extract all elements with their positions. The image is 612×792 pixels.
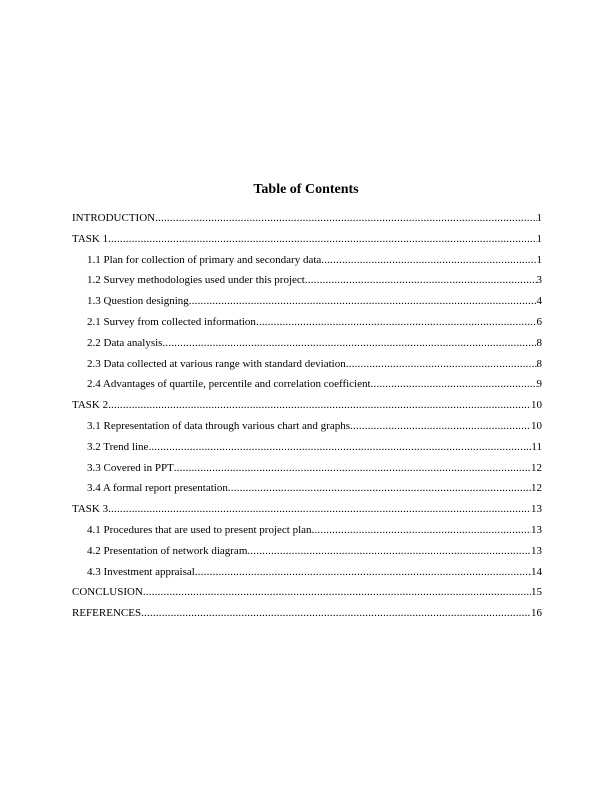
- toc-entry[interactable]: [72, 418, 542, 439]
- toc-page-number: 9: [536, 378, 542, 391]
- toc-entry[interactable]: [72, 335, 542, 356]
- toc-entry[interactable]: [72, 231, 542, 252]
- toc-entry-label: 3.4 A formal report presentation: [87, 482, 228, 495]
- toc-entry[interactable]: [72, 460, 542, 481]
- toc-page-number: 6: [536, 315, 542, 328]
- toc-page-number: 4: [536, 295, 542, 308]
- toc-page-number: 13: [531, 544, 542, 557]
- toc-page-number: 16: [531, 607, 542, 620]
- toc-page-number: 1: [536, 232, 542, 245]
- toc-entry-label: 2.2 Data analysis: [87, 336, 163, 349]
- toc-entry-label: 2.3 Data collected at various range with standard deviation: [87, 357, 346, 370]
- toc-dot-leader: [108, 231, 536, 248]
- toc-dot-leader: [141, 605, 531, 622]
- toc-page-number: 1: [536, 212, 542, 224]
- toc-dot-leader: [195, 564, 531, 581]
- toc-entry-label: 4.3 Investment appraisal: [87, 565, 195, 578]
- toc-dot-leader: [189, 293, 537, 310]
- toc-entry-label: 4.1 Procedures that are used to present project plan: [87, 523, 312, 536]
- toc-page-number: 13: [531, 503, 542, 516]
- toc-entry[interactable]: [72, 314, 542, 335]
- toc-page-number: 10: [531, 399, 542, 412]
- toc-dot-leader: [305, 272, 537, 289]
- toc-entry[interactable]: [72, 480, 542, 501]
- toc-entry[interactable]: [72, 605, 542, 626]
- toc-list: [72, 210, 542, 626]
- toc-dot-leader: [228, 480, 531, 497]
- toc-entry[interactable]: [72, 439, 542, 460]
- toc-title: Table of Contents: [253, 182, 359, 197]
- toc-page-number: 14: [531, 565, 542, 578]
- toc-dot-leader: [108, 501, 531, 518]
- toc-entry-label: 3.2 Trend line: [87, 440, 149, 453]
- toc-dot-leader: [162, 335, 536, 352]
- toc-dot-leader: [371, 376, 537, 393]
- toc-dot-leader: [256, 314, 537, 331]
- toc-dot-leader: [247, 543, 531, 560]
- toc-entry[interactable]: [72, 210, 542, 231]
- toc-page-number: 12: [531, 461, 542, 474]
- toc-entry-label: 2.4 Advantages of quartile, percentile and correlation coefficient: [87, 378, 371, 391]
- toc-dot-leader: [350, 418, 531, 435]
- toc-entry[interactable]: [72, 584, 542, 605]
- toc-dot-leader: [321, 252, 536, 269]
- toc-dot-leader: [174, 460, 531, 477]
- toc-dot-leader: [312, 522, 531, 539]
- toc-entry-label: 2.1 Survey from collected information: [87, 315, 256, 328]
- toc-entry-label: TASK 2: [72, 399, 109, 412]
- toc-entry-label: 4.2 Presentation of network diagram: [87, 544, 248, 557]
- toc-entry[interactable]: [72, 252, 542, 273]
- toc-entry-label: CONCLUSION: [72, 586, 143, 599]
- toc-page-number: 3: [536, 274, 542, 287]
- toc-page-number: 1: [536, 253, 542, 266]
- toc-page-number: 13: [531, 523, 542, 536]
- toc-entry[interactable]: [72, 356, 542, 377]
- toc-dot-leader: [108, 397, 531, 414]
- toc-page-number: 8: [536, 336, 542, 349]
- toc-page-number: 10: [531, 419, 542, 432]
- toc-entry[interactable]: [72, 543, 542, 564]
- toc-entry-label: 1.3 Question designing: [87, 295, 189, 308]
- toc-entry-label: TASK 1: [72, 232, 109, 245]
- toc-entry[interactable]: [72, 397, 542, 418]
- toc-dot-leader: [155, 210, 536, 227]
- toc-entry-label: 3.3 Covered in PPT: [87, 461, 174, 474]
- toc-dot-leader: [346, 356, 537, 373]
- toc-entry[interactable]: [72, 564, 542, 585]
- toc-entry[interactable]: [72, 293, 542, 314]
- toc-dot-leader: [143, 584, 531, 601]
- toc-entry[interactable]: [72, 272, 542, 293]
- toc-entry-label: 1.2 Survey methodologies used under this project: [87, 274, 305, 287]
- toc-page-number: 15: [531, 586, 542, 599]
- toc-entry-label: TASK 3: [72, 503, 109, 516]
- toc-page-number: 11: [531, 440, 542, 453]
- toc-dot-leader: [148, 439, 531, 456]
- toc-entry-label: REFERENCES: [72, 607, 142, 620]
- toc-page-number: 12: [531, 482, 542, 495]
- toc-entry-label: 3.1 Representation of data through various chart and graphs: [87, 419, 351, 432]
- toc-entry-label: 1.1 Plan for collection of primary and secondary data: [87, 253, 322, 266]
- toc-entry-label: INTRODUCTION: [72, 212, 156, 224]
- toc-entry[interactable]: [72, 522, 542, 543]
- toc-entry[interactable]: [72, 376, 542, 397]
- toc-page-number: 8: [536, 357, 542, 370]
- toc-entry[interactable]: [72, 501, 542, 522]
